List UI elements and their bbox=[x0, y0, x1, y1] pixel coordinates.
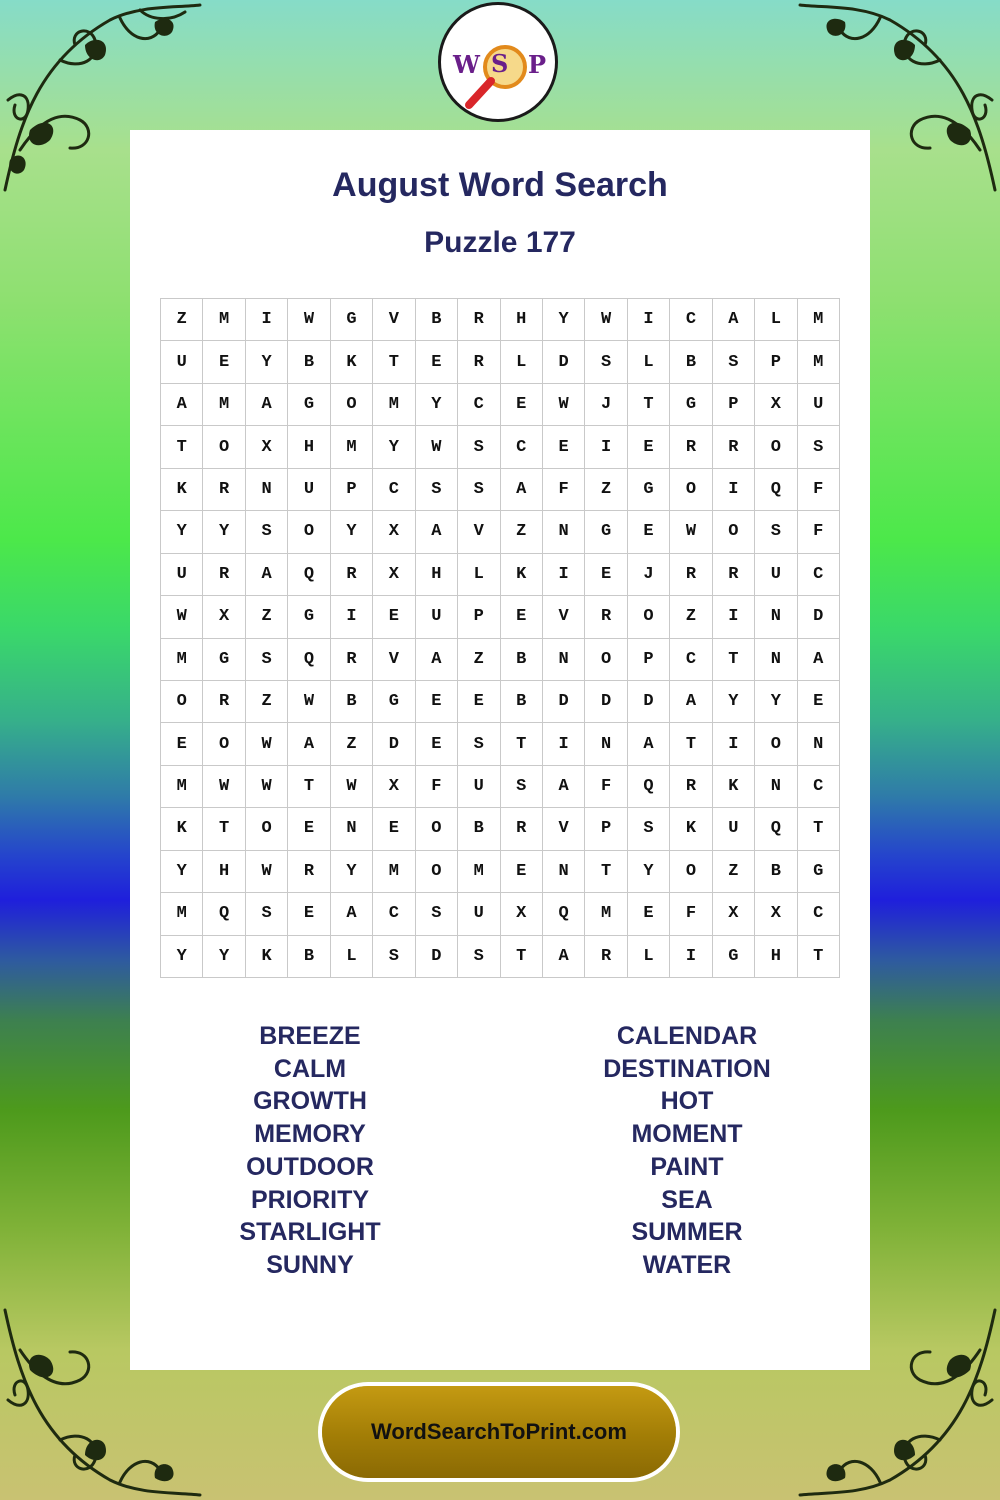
grid-cell[interactable]: Z bbox=[246, 681, 288, 723]
grid-cell[interactable]: M bbox=[203, 299, 245, 341]
grid-cell[interactable]: T bbox=[501, 723, 543, 765]
grid-cell[interactable]: V bbox=[543, 808, 585, 850]
word-list-left bbox=[125, 1020, 495, 1282]
grid-cell[interactable]: U bbox=[161, 341, 203, 383]
grid-cell[interactable]: Y bbox=[161, 851, 203, 893]
grid-cell[interactable]: Y bbox=[203, 936, 245, 978]
grid-cell[interactable]: X bbox=[246, 426, 288, 468]
grid-cell[interactable]: K bbox=[501, 554, 543, 596]
grid-cell[interactable]: S bbox=[246, 893, 288, 935]
grid-cell[interactable]: Y bbox=[331, 511, 373, 553]
grid-cell[interactable]: K bbox=[331, 341, 373, 383]
grid-cell[interactable]: L bbox=[628, 341, 670, 383]
word-list-item: SUNNY bbox=[266, 1250, 354, 1279]
grid-cell[interactable]: T bbox=[373, 341, 415, 383]
word-list-item: MOMENT bbox=[631, 1120, 743, 1149]
grid-cell[interactable]: R bbox=[713, 554, 755, 596]
grid-cell[interactable]: I bbox=[628, 299, 670, 341]
grid-cell[interactable]: J bbox=[628, 554, 670, 596]
grid-cell[interactable]: R bbox=[331, 639, 373, 681]
grid-cell[interactable]: G bbox=[628, 469, 670, 511]
puzzle-card bbox=[130, 130, 870, 1370]
grid-cell[interactable]: M bbox=[798, 341, 840, 383]
grid-cell[interactable]: W bbox=[203, 766, 245, 808]
grid-cell[interactable]: W bbox=[288, 299, 330, 341]
grid-cell[interactable]: L bbox=[501, 341, 543, 383]
grid-cell[interactable]: U bbox=[288, 469, 330, 511]
grid-cell[interactable]: C bbox=[373, 893, 415, 935]
grid-cell[interactable]: Q bbox=[288, 554, 330, 596]
grid-cell[interactable]: U bbox=[798, 384, 840, 426]
grid-cell[interactable]: T bbox=[713, 639, 755, 681]
grid-cell[interactable]: I bbox=[331, 596, 373, 638]
grid-cell[interactable]: N bbox=[798, 723, 840, 765]
grid-cell[interactable]: R bbox=[670, 554, 712, 596]
grid-cell[interactable]: U bbox=[713, 808, 755, 850]
word-list-item: DESTINATION bbox=[603, 1054, 771, 1083]
grid-cell[interactable]: P bbox=[755, 341, 797, 383]
grid-cell[interactable]: Q bbox=[628, 766, 670, 808]
grid-cell[interactable]: E bbox=[585, 554, 627, 596]
grid-cell[interactable]: W bbox=[331, 766, 373, 808]
grid-cell[interactable]: O bbox=[755, 426, 797, 468]
grid-cell[interactable]: S bbox=[628, 808, 670, 850]
grid-cell[interactable]: A bbox=[670, 681, 712, 723]
grid-cell[interactable]: M bbox=[585, 893, 627, 935]
grid-cell[interactable]: S bbox=[713, 341, 755, 383]
grid-cell[interactable]: R bbox=[458, 299, 500, 341]
grid-cell[interactable]: B bbox=[288, 936, 330, 978]
grid-cell[interactable]: R bbox=[458, 341, 500, 383]
grid-cell[interactable]: U bbox=[416, 596, 458, 638]
grid-cell[interactable]: F bbox=[585, 766, 627, 808]
grid-cell[interactable]: R bbox=[585, 936, 627, 978]
grid-cell[interactable]: B bbox=[331, 681, 373, 723]
grid-cell[interactable]: A bbox=[543, 766, 585, 808]
grid-cell[interactable]: P bbox=[331, 469, 373, 511]
grid-cell[interactable]: X bbox=[373, 554, 415, 596]
grid-cell[interactable]: A bbox=[416, 511, 458, 553]
grid-cell[interactable]: Z bbox=[458, 639, 500, 681]
grid-cell[interactable]: C bbox=[798, 766, 840, 808]
grid-cell[interactable]: W bbox=[161, 596, 203, 638]
grid-cell[interactable]: M bbox=[798, 299, 840, 341]
grid-cell[interactable]: K bbox=[670, 808, 712, 850]
word-list-item: PRIORITY bbox=[250, 1185, 370, 1214]
grid-cell[interactable]: F bbox=[670, 893, 712, 935]
grid-cell[interactable]: T bbox=[628, 384, 670, 426]
grid-cell[interactable]: I bbox=[246, 299, 288, 341]
word-list-right bbox=[502, 1020, 872, 1282]
grid-cell[interactable]: Q bbox=[755, 808, 797, 850]
grid-cell[interactable]: O bbox=[670, 851, 712, 893]
grid-cell[interactable]: Y bbox=[331, 851, 373, 893]
grid-cell[interactable]: K bbox=[246, 936, 288, 978]
grid-cell[interactable]: F bbox=[543, 469, 585, 511]
grid-cell[interactable]: G bbox=[798, 851, 840, 893]
grid-cell[interactable]: D bbox=[543, 341, 585, 383]
grid-cell[interactable]: N bbox=[755, 766, 797, 808]
grid-cell[interactable]: Y bbox=[373, 426, 415, 468]
grid-cell[interactable]: E bbox=[203, 341, 245, 383]
grid-cell[interactable]: H bbox=[288, 426, 330, 468]
grid-cell[interactable]: Q bbox=[543, 893, 585, 935]
grid-cell[interactable]: E bbox=[628, 511, 670, 553]
grid-cell[interactable]: Y bbox=[755, 681, 797, 723]
grid-cell[interactable]: J bbox=[585, 384, 627, 426]
logo-letter-w: W bbox=[453, 50, 480, 79]
grid-cell[interactable]: G bbox=[585, 511, 627, 553]
word-list-item: CALENDAR bbox=[616, 1022, 758, 1050]
logo-letter-p: P bbox=[528, 50, 547, 79]
grid-cell[interactable]: D bbox=[416, 936, 458, 978]
grid-cell[interactable]: W bbox=[585, 299, 627, 341]
word-list-item: SEA bbox=[661, 1185, 713, 1214]
grid-cell[interactable]: L bbox=[628, 936, 670, 978]
grid-cell[interactable]: E bbox=[543, 426, 585, 468]
grid-cell[interactable]: A bbox=[246, 384, 288, 426]
grid-cell[interactable]: D bbox=[543, 681, 585, 723]
grid-cell[interactable]: E bbox=[798, 681, 840, 723]
grid-cell[interactable]: B bbox=[416, 299, 458, 341]
grid-cell[interactable]: Z bbox=[246, 596, 288, 638]
grid-cell[interactable]: R bbox=[331, 554, 373, 596]
grid-cell[interactable]: N bbox=[246, 469, 288, 511]
grid-cell[interactable]: E bbox=[458, 681, 500, 723]
grid-cell[interactable]: A bbox=[331, 893, 373, 935]
grid-cell[interactable]: M bbox=[458, 851, 500, 893]
grid-cell[interactable]: U bbox=[161, 554, 203, 596]
grid-cell[interactable]: E bbox=[416, 723, 458, 765]
grid-cell[interactable]: O bbox=[670, 469, 712, 511]
grid-cell[interactable]: M bbox=[203, 384, 245, 426]
grid-cell[interactable]: W bbox=[246, 766, 288, 808]
grid-cell[interactable]: E bbox=[501, 596, 543, 638]
grid-cell[interactable]: S bbox=[458, 426, 500, 468]
grid-cell[interactable]: C bbox=[798, 893, 840, 935]
word-list-item: STARLIGHT bbox=[239, 1218, 381, 1247]
grid-cell[interactable]: R bbox=[670, 426, 712, 468]
site-link-button[interactable] bbox=[322, 1386, 676, 1478]
grid-cell[interactable]: Y bbox=[203, 511, 245, 553]
grid-cell[interactable]: V bbox=[543, 596, 585, 638]
grid-cell[interactable]: B bbox=[501, 639, 543, 681]
grid-cell[interactable]: V bbox=[373, 639, 415, 681]
grid-cell[interactable]: I bbox=[585, 426, 627, 468]
grid-cell[interactable]: C bbox=[670, 639, 712, 681]
grid-cell[interactable]: R bbox=[288, 851, 330, 893]
grid-cell[interactable]: O bbox=[585, 639, 627, 681]
grid-cell[interactable]: M bbox=[373, 851, 415, 893]
grid-cell[interactable]: O bbox=[331, 384, 373, 426]
grid-cell[interactable]: M bbox=[373, 384, 415, 426]
grid-cell[interactable]: V bbox=[458, 511, 500, 553]
grid-cell[interactable]: I bbox=[713, 723, 755, 765]
grid-cell[interactable]: I bbox=[713, 596, 755, 638]
grid-cell[interactable]: X bbox=[755, 384, 797, 426]
grid-cell[interactable]: S bbox=[246, 639, 288, 681]
grid-cell[interactable]: P bbox=[585, 808, 627, 850]
grid-cell[interactable]: Y bbox=[161, 511, 203, 553]
grid-cell[interactable]: S bbox=[798, 426, 840, 468]
grid-cell[interactable]: S bbox=[373, 936, 415, 978]
grid-cell[interactable]: L bbox=[458, 554, 500, 596]
grid-cell[interactable]: A bbox=[543, 936, 585, 978]
grid-cell[interactable]: N bbox=[331, 808, 373, 850]
grid-cell[interactable]: S bbox=[458, 723, 500, 765]
grid-cell[interactable]: Y bbox=[161, 936, 203, 978]
grid-cell[interactable]: M bbox=[331, 426, 373, 468]
grid-cell[interactable]: Y bbox=[713, 681, 755, 723]
site-link-label: WordSearchToPrint.com bbox=[371, 1419, 627, 1444]
grid-cell[interactable]: D bbox=[373, 723, 415, 765]
grid-cell[interactable]: U bbox=[458, 893, 500, 935]
grid-cell[interactable]: I bbox=[713, 469, 755, 511]
grid-cell[interactable]: H bbox=[416, 554, 458, 596]
grid-cell[interactable]: K bbox=[713, 766, 755, 808]
grid-cell[interactable]: W bbox=[416, 426, 458, 468]
grid-cell[interactable]: G bbox=[331, 299, 373, 341]
grid-cell[interactable]: O bbox=[628, 596, 670, 638]
grid-cell[interactable]: E bbox=[628, 426, 670, 468]
grid-cell[interactable]: N bbox=[543, 639, 585, 681]
grid-cell[interactable]: H bbox=[203, 851, 245, 893]
grid-cell[interactable]: T bbox=[501, 936, 543, 978]
grid-cell[interactable]: O bbox=[416, 851, 458, 893]
grid-cell[interactable]: K bbox=[161, 808, 203, 850]
grid-cell[interactable]: N bbox=[755, 596, 797, 638]
grid-cell[interactable]: R bbox=[203, 681, 245, 723]
grid-cell[interactable]: C bbox=[458, 384, 500, 426]
grid-cell[interactable]: B bbox=[501, 681, 543, 723]
grid-cell[interactable]: A bbox=[713, 299, 755, 341]
grid-cell[interactable]: E bbox=[373, 808, 415, 850]
grid-cell[interactable]: B bbox=[755, 851, 797, 893]
grid-cell[interactable]: Z bbox=[501, 511, 543, 553]
grid-cell[interactable]: H bbox=[501, 299, 543, 341]
word-list-item: PAINT bbox=[650, 1152, 724, 1181]
grid-cell[interactable]: O bbox=[288, 511, 330, 553]
grid-cell[interactable]: E bbox=[288, 808, 330, 850]
grid-cell[interactable]: C bbox=[373, 469, 415, 511]
grid-cell[interactable]: X bbox=[373, 766, 415, 808]
grid-cell[interactable]: K bbox=[161, 469, 203, 511]
grid-cell[interactable]: F bbox=[798, 469, 840, 511]
grid-cell[interactable]: A bbox=[798, 639, 840, 681]
grid-cell[interactable]: Y bbox=[628, 851, 670, 893]
grid-cell[interactable]: Q bbox=[203, 893, 245, 935]
grid-cell[interactable]: T bbox=[203, 808, 245, 850]
grid-cell[interactable]: R bbox=[670, 766, 712, 808]
grid-cell[interactable]: L bbox=[331, 936, 373, 978]
grid-cell[interactable]: X bbox=[203, 596, 245, 638]
grid-cell[interactable]: X bbox=[713, 893, 755, 935]
grid-cell[interactable]: P bbox=[458, 596, 500, 638]
grid-cell[interactable]: B bbox=[458, 808, 500, 850]
grid-cell[interactable]: A bbox=[416, 639, 458, 681]
grid-cell[interactable]: N bbox=[543, 851, 585, 893]
word-list-item: HOT bbox=[660, 1087, 714, 1116]
grid-cell[interactable]: G bbox=[288, 596, 330, 638]
grid-cell[interactable]: G bbox=[670, 384, 712, 426]
grid-cell[interactable]: X bbox=[755, 893, 797, 935]
grid-cell[interactable]: T bbox=[670, 723, 712, 765]
grid-cell[interactable]: E bbox=[628, 893, 670, 935]
grid-cell[interactable]: Z bbox=[161, 299, 203, 341]
grid-cell[interactable]: O bbox=[203, 723, 245, 765]
grid-cell[interactable]: Y bbox=[416, 384, 458, 426]
grid-cell[interactable]: E bbox=[501, 384, 543, 426]
grid-cell[interactable]: Z bbox=[331, 723, 373, 765]
grid-cell[interactable]: N bbox=[585, 723, 627, 765]
grid-cell[interactable]: M bbox=[161, 766, 203, 808]
grid-cell[interactable]: L bbox=[755, 299, 797, 341]
grid-cell[interactable]: Y bbox=[543, 299, 585, 341]
grid-cell[interactable]: A bbox=[161, 384, 203, 426]
grid-cell[interactable]: A bbox=[501, 469, 543, 511]
grid-cell[interactable]: E bbox=[288, 893, 330, 935]
grid-cell[interactable]: D bbox=[798, 596, 840, 638]
grid-cell[interactable]: Q bbox=[288, 639, 330, 681]
grid-cell[interactable]: Z bbox=[670, 596, 712, 638]
grid-cell[interactable]: W bbox=[543, 384, 585, 426]
grid-cell[interactable]: W bbox=[246, 851, 288, 893]
grid-cell[interactable]: O bbox=[246, 808, 288, 850]
grid-cell[interactable]: V bbox=[373, 299, 415, 341]
word-list-item: GROWTH bbox=[253, 1087, 367, 1116]
word-list-item: BREEZE bbox=[259, 1022, 361, 1050]
grid-cell[interactable]: W bbox=[246, 723, 288, 765]
logo-letter-s: S bbox=[491, 49, 509, 78]
grid-cell[interactable]: E bbox=[501, 851, 543, 893]
grid-cell[interactable]: Y bbox=[246, 341, 288, 383]
grid-cell[interactable]: O bbox=[203, 426, 245, 468]
word-list-item: OUTDOOR bbox=[246, 1152, 374, 1181]
grid-cell[interactable]: B bbox=[288, 341, 330, 383]
grid-cell[interactable]: S bbox=[416, 469, 458, 511]
grid-cell[interactable]: M bbox=[161, 893, 203, 935]
grid-cell[interactable]: R bbox=[203, 554, 245, 596]
grid-cell[interactable]: E bbox=[416, 681, 458, 723]
grid-cell[interactable]: I bbox=[543, 723, 585, 765]
grid-cell[interactable]: G bbox=[288, 384, 330, 426]
grid-cell[interactable]: R bbox=[501, 808, 543, 850]
grid-cell[interactable]: X bbox=[373, 511, 415, 553]
grid-cell[interactable]: O bbox=[755, 723, 797, 765]
grid-cell[interactable]: U bbox=[458, 766, 500, 808]
grid-cell[interactable]: T bbox=[161, 426, 203, 468]
grid-cell[interactable]: A bbox=[288, 723, 330, 765]
grid-cell[interactable]: F bbox=[416, 766, 458, 808]
grid-cell[interactable]: S bbox=[246, 511, 288, 553]
grid-cell[interactable]: S bbox=[416, 893, 458, 935]
grid-cell[interactable]: R bbox=[203, 469, 245, 511]
grid-cell[interactable]: T bbox=[288, 766, 330, 808]
grid-cell[interactable]: E bbox=[161, 723, 203, 765]
grid-cell[interactable]: I bbox=[543, 554, 585, 596]
grid-cell[interactable]: R bbox=[713, 426, 755, 468]
grid-cell[interactable]: X bbox=[501, 893, 543, 935]
grid-cell[interactable]: F bbox=[798, 511, 840, 553]
word-list-item: SUMMER bbox=[631, 1218, 743, 1247]
grid-cell[interactable]: Q bbox=[755, 469, 797, 511]
grid-cell[interactable]: N bbox=[543, 511, 585, 553]
grid-cell[interactable]: T bbox=[585, 851, 627, 893]
grid-cell[interactable]: U bbox=[755, 554, 797, 596]
grid-cell[interactable]: O bbox=[416, 808, 458, 850]
grid-cell[interactable]: C bbox=[501, 426, 543, 468]
grid-cell[interactable]: E bbox=[373, 596, 415, 638]
grid-cell[interactable]: E bbox=[416, 341, 458, 383]
grid-cell[interactable]: D bbox=[585, 681, 627, 723]
grid-cell[interactable]: H bbox=[755, 936, 797, 978]
grid-cell[interactable]: C bbox=[798, 554, 840, 596]
grid-cell[interactable]: S bbox=[585, 341, 627, 383]
grid-cell[interactable]: D bbox=[628, 681, 670, 723]
letter-grid bbox=[160, 298, 840, 978]
word-list-item: WATER bbox=[642, 1250, 732, 1279]
word-list-item: MEMORY bbox=[254, 1120, 366, 1149]
puzzle-number: Puzzle 177 bbox=[424, 226, 576, 259]
grid-cell[interactable]: M bbox=[161, 639, 203, 681]
grid-cell[interactable]: W bbox=[670, 511, 712, 553]
grid-cell[interactable]: T bbox=[798, 936, 840, 978]
wsp-logo[interactable] bbox=[438, 2, 558, 122]
grid-cell[interactable]: W bbox=[288, 681, 330, 723]
grid-cell[interactable]: S bbox=[501, 766, 543, 808]
puzzle-title: August Word Search bbox=[332, 166, 668, 204]
grid-cell[interactable]: G bbox=[203, 639, 245, 681]
grid-cell[interactable]: Z bbox=[713, 851, 755, 893]
grid-cell[interactable]: N bbox=[755, 639, 797, 681]
grid-cell[interactable]: A bbox=[246, 554, 288, 596]
grid-cell[interactable]: A bbox=[628, 723, 670, 765]
grid-cell[interactable]: B bbox=[670, 341, 712, 383]
grid-cell[interactable]: G bbox=[713, 936, 755, 978]
grid-cell[interactable]: S bbox=[458, 469, 500, 511]
grid-cell[interactable]: R bbox=[585, 596, 627, 638]
grid-cell[interactable]: C bbox=[670, 299, 712, 341]
word-list-item: CALM bbox=[273, 1054, 347, 1083]
grid-cell[interactable]: I bbox=[670, 936, 712, 978]
grid-cell[interactable]: Z bbox=[585, 469, 627, 511]
grid-cell[interactable]: T bbox=[798, 808, 840, 850]
grid-cell[interactable]: S bbox=[755, 511, 797, 553]
grid-cell[interactable]: S bbox=[458, 936, 500, 978]
grid-cell[interactable]: P bbox=[628, 639, 670, 681]
grid-cell[interactable]: P bbox=[713, 384, 755, 426]
grid-cell[interactable]: G bbox=[373, 681, 415, 723]
grid-cell[interactable]: O bbox=[713, 511, 755, 553]
grid-cell[interactable]: O bbox=[161, 681, 203, 723]
